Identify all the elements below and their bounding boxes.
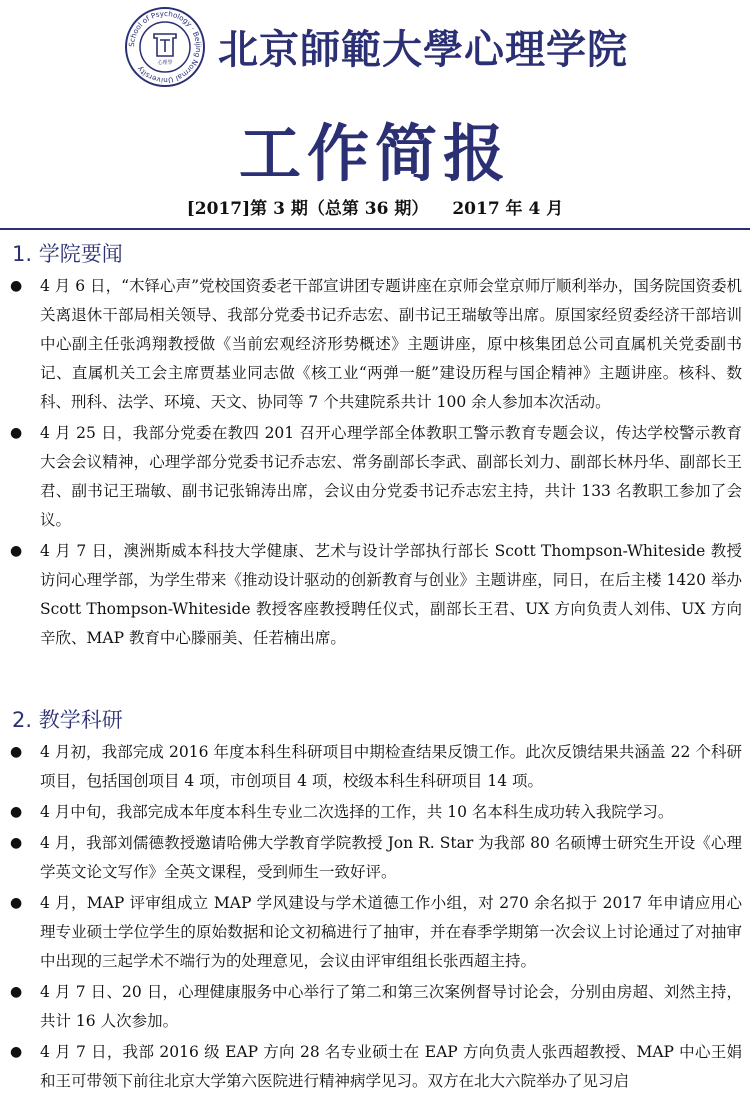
list-item-text: 4 月 6 日，“木铎心声”党校国资委老干部宣讲团专题讲座在京师会堂京师厅顺利举办，国务院国资委机关离退休干部局相关领导、我部分党委书记乔志宏、副书记王瑞敏等出席。原国家经贸委经济干部培训中心副主任张鸿翔教授做《当前宏观经济形势概述》主题讲座，原中核集团总公司直属机关党委副书记、直属机关工会主席贾基业同志做《核工业“两弹一艇”建设历程与国企精神》主题讲座。核科、数科、刑科、法学、环境、天文、协同等 7 个共建院系共计 100 余人参加本次活动。 xyxy=(40,277,742,411)
issue-date: 2017 年 4 月 xyxy=(452,199,564,219)
list-item-text: 4 月初，我部完成 2016 年度本科生科研项目中期检查结果反馈工作。此次反馈结果共涵盖 22 个科研项目，包括国创项目 4 项，市创项目 4 项，校级本科生科研项目 14 项。 xyxy=(40,743,742,790)
list-item xyxy=(0,738,750,796)
list-item-text: 4 月，MAP 评审组成立 MAP 学风建设与学术道德工作小组，对 270 余名拟于 2017 年申请应用心理专业硕士学位学生的原始数据和论文初稿进行了抽审，并在春季学期第一次会议上讨论通过了对抽审中出现的三起学术不端行为的处理意见，会议由评审组组长张西超主持。 xyxy=(40,894,742,970)
university-name: 北京師範大學 xyxy=(218,26,464,73)
header xyxy=(0,0,750,90)
list-item xyxy=(0,978,750,1036)
bullet-icon: ● xyxy=(10,984,23,1000)
bullet-icon: ● xyxy=(10,278,23,294)
page-title: 工作简报 xyxy=(238,117,511,190)
bullet-icon: ● xyxy=(10,543,23,559)
bullet-icon: ● xyxy=(10,835,23,851)
seal-emblem-icon xyxy=(124,6,206,88)
list-item xyxy=(0,889,750,976)
list-item xyxy=(0,829,750,887)
issue-number: [2017]第 3 期（总第 36 期） xyxy=(186,199,429,219)
list-item-text: 4 月 7 日，我部 2016 级 EAP 方向 28 名专业硕士在 EAP 方向负责人张西超教授、MAP 中心王娟和王可带领下前往北京大学第六医院进行精神病学见习。双方在北大六院举办了见习启 xyxy=(40,1043,742,1090)
seal-center-text: 心理學 xyxy=(157,60,173,66)
section-heading-teaching: 2. 教学科研 xyxy=(12,708,123,732)
teaching-list xyxy=(0,738,750,1098)
list-item-text: 4 月 25 日，我部分党委在教四 201 召开心理学部全体教职工警示教育专题会议，传达学校警示教育大会会议精神，心理学部分党委书记乔志宏、常务副部长李武、副部长刘力、副部长林丹华、副部长王君、副书记王瑞敏、副书记张锦涛出席，会议由分党委书记乔志宏主持，共计 133 名教职工参加了会议。 xyxy=(40,424,742,529)
list-item xyxy=(0,272,750,417)
list-item xyxy=(0,1038,750,1096)
seal-ring-text: School of Psychology · Beijing Normal University xyxy=(126,8,204,86)
header-divider xyxy=(0,228,750,230)
news-list xyxy=(0,272,750,655)
bullet-icon: ● xyxy=(10,895,23,911)
school-name xyxy=(218,18,628,75)
list-item xyxy=(0,798,750,827)
section-heading-news: 1. 学院要闻 xyxy=(12,242,123,266)
bullet-icon: ● xyxy=(10,804,23,820)
list-item-text: 4 月中旬，我部完成本年度本科生专业二次选择的工作，共 10 名本科生成功转入我院学习。 xyxy=(40,803,674,821)
list-item-text: 4 月 7 日、20 日，心理健康服务中心举行了第二和第三次案例督导讨论会，分别由房超、刘然主持，共计 16 人次参加。 xyxy=(40,983,742,1030)
department-name: 心理学院 xyxy=(464,27,628,73)
bullet-icon: ● xyxy=(10,1044,23,1060)
bullet-icon: ● xyxy=(10,425,23,441)
list-item xyxy=(0,537,750,653)
list-item xyxy=(0,419,750,535)
university-seal xyxy=(124,6,206,88)
list-item-text: 4 月，我部刘儒德教授邀请哈佛大学教育学院教授 Jon R. Star 为我部 80 名硕博士研究生开设《心理学英文论文写作》全英文课程，受到师生一致好评。 xyxy=(40,834,742,881)
issue-line xyxy=(0,194,750,219)
bullet-icon: ● xyxy=(10,744,23,760)
list-item-text: 4 月 7 日，澳洲斯威本科技大学健康、艺术与设计学部执行部长 Scott Thompson-Whiteside 教授访问心理学部，为学生带来《推动设计驱动的创新教育与创业》主题讲座，同日，在后主楼 1420 举办 Scott Thompson-Whiteside 教授客座教授聘任仪式，副部长王君、UX 方向负责人刘伟、UX 方向辛欣、MAP 教育中心滕丽美、任若楠出席。 xyxy=(40,542,742,647)
